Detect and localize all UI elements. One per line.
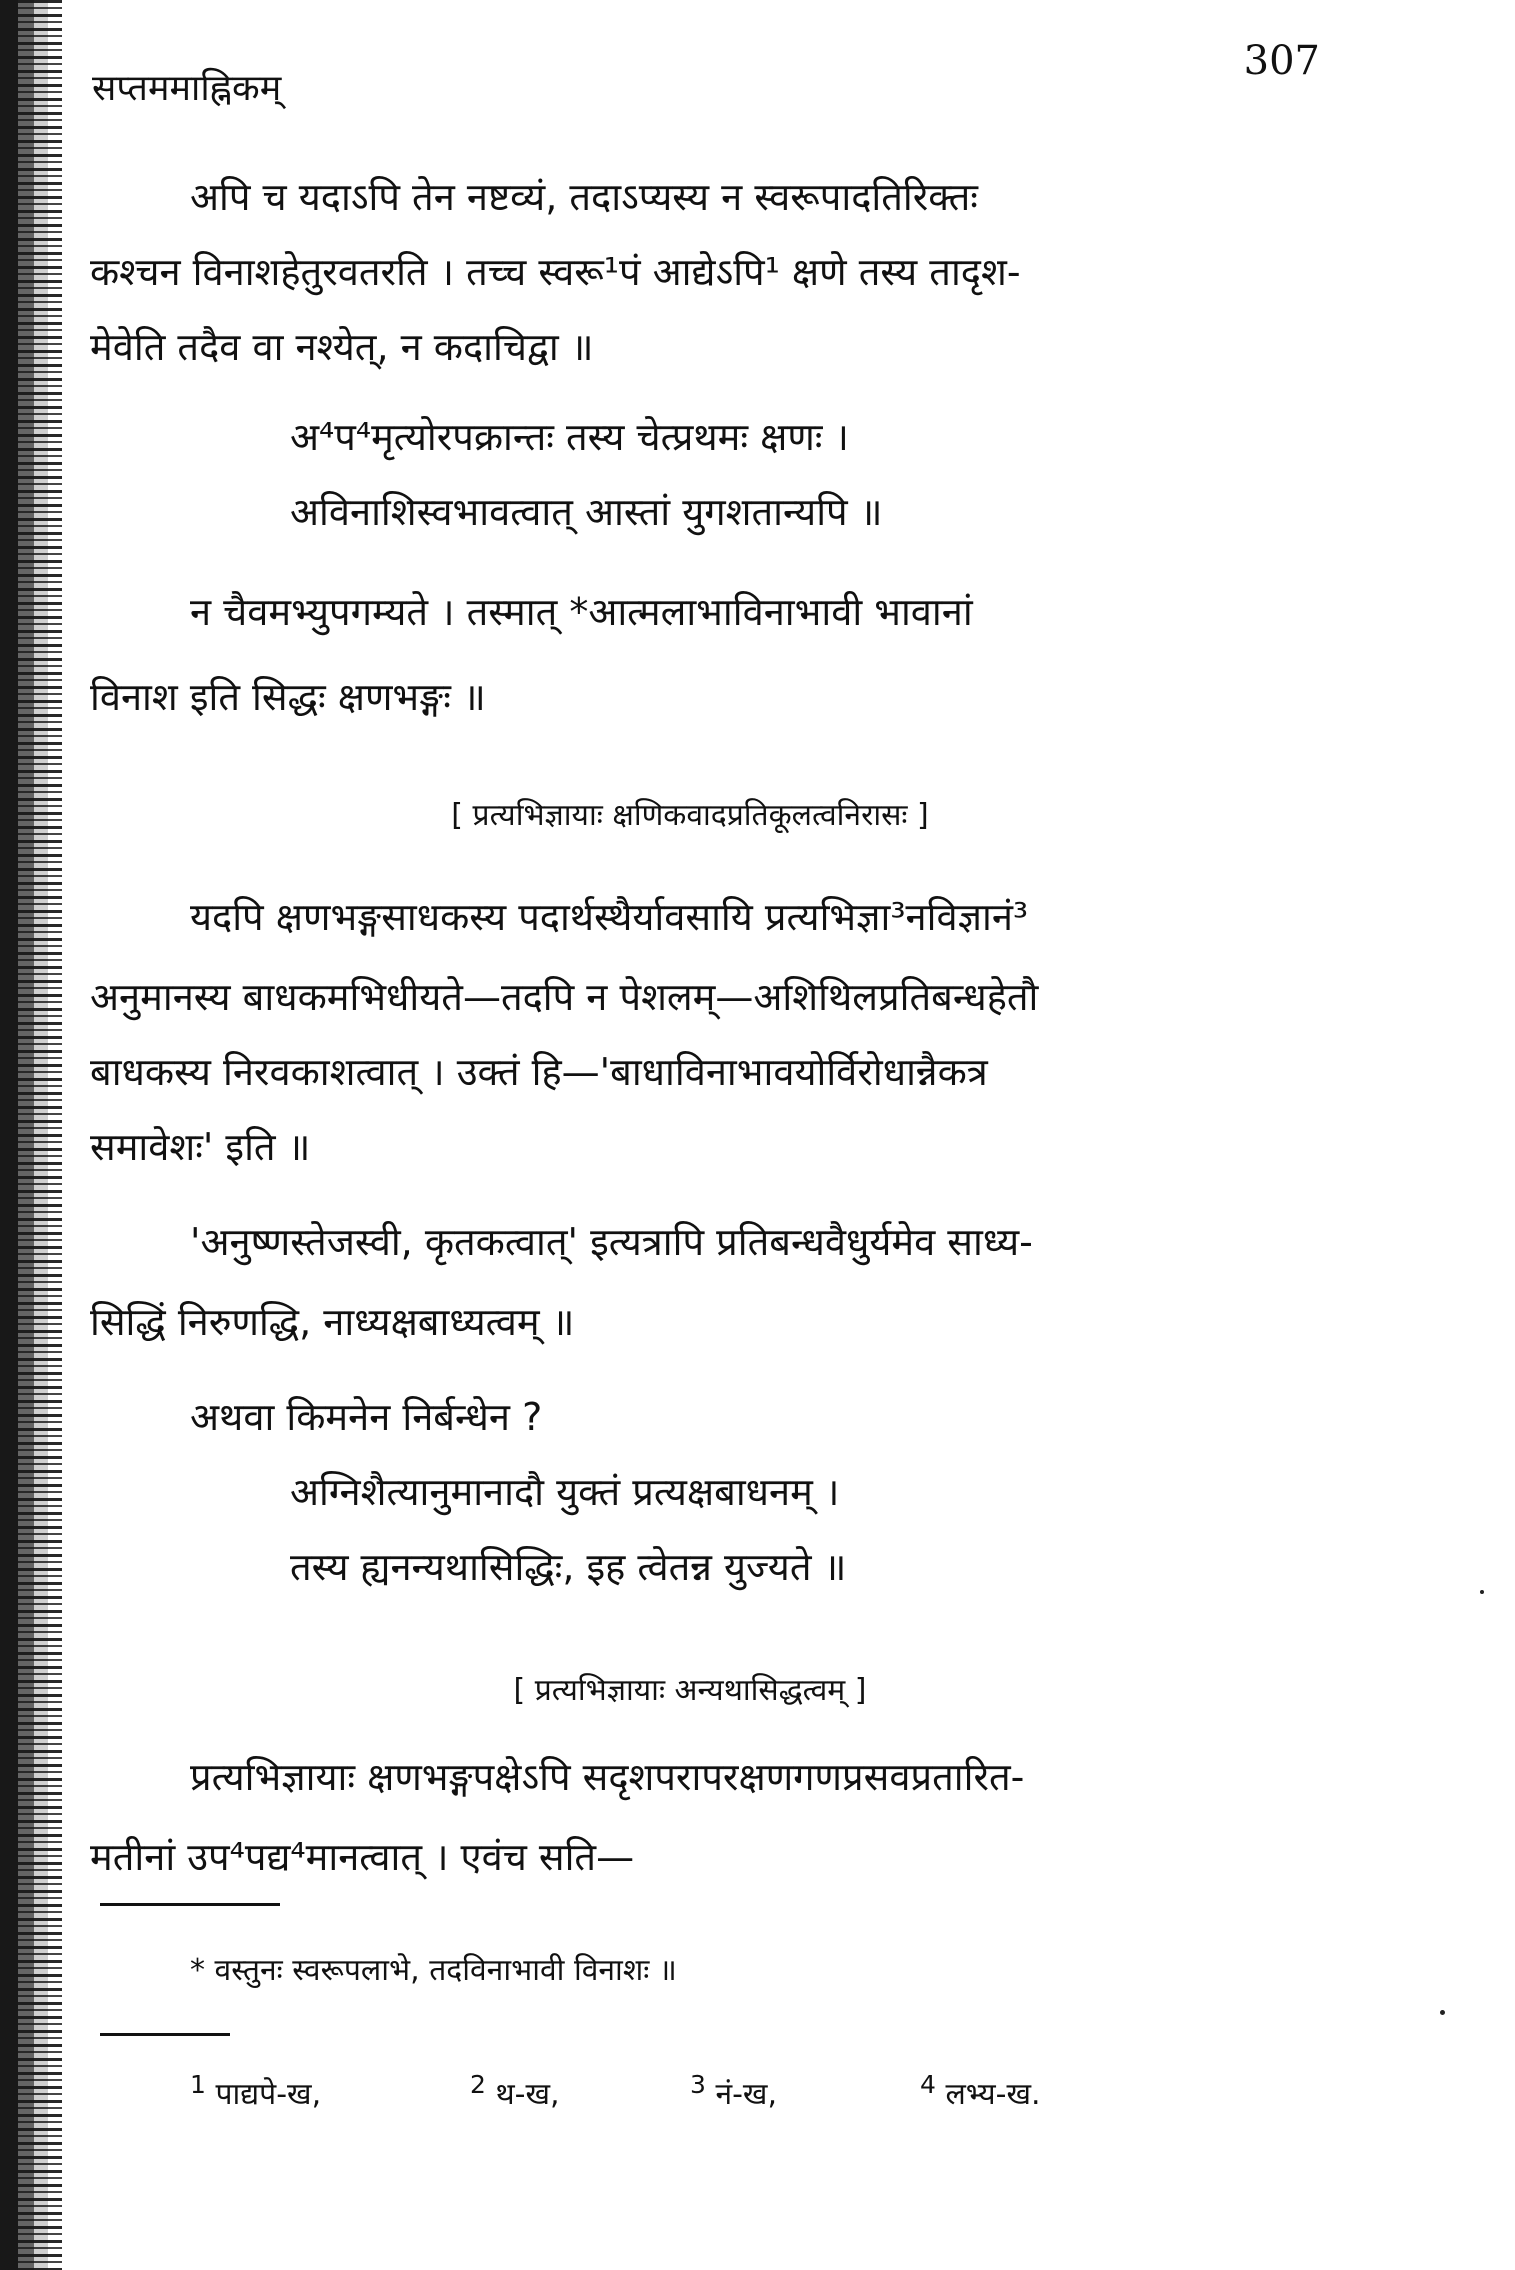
- variant-notes: [190, 2070, 1190, 2113]
- variant-note: $^2$ थ-ख,: [470, 2070, 560, 2112]
- text-line: समावेशः' इति ॥: [90, 1125, 311, 1169]
- text-line: अपि च यदाऽपि तेन नष्टव्यं, तदाऽप्यस्य न स्वरूपादतिरिक्तः: [190, 175, 978, 219]
- section-heading: [ प्रत्यभिज्ञायाः क्षणिकवादप्रतिकूलत्वनिरासः ]: [451, 798, 929, 833]
- text-line: अथवा किमनेन निर्बन्धेन ?: [190, 1395, 543, 1439]
- variant-note: $^1$ पाद्यपे-ख,: [190, 2070, 322, 2112]
- text-line: अनुमानस्य बाधकमभिधीयते—तदपि न पेशलम्—अशिथिलप्रतिबन्धहेतौ: [90, 975, 1039, 1019]
- text-line: मतीनां उप⁴पद्य⁴मानत्वात् । एवंच सति—: [90, 1835, 635, 1879]
- text-line: बाधकस्य निरवकाशत्वात् । उक्तं हि—'बाधाविनाभावयोर्विरोधान्नैकत्र: [90, 1050, 988, 1094]
- section-heading: [ प्रत्यभिज्ञायाः अन्यथासिद्धत्वम् ]: [513, 1673, 867, 1708]
- text-line: प्रत्यभिज्ञायाः क्षणभङ्गपक्षेऽपि सदृशपरापरक्षणगणप्रसवप्रतारित-: [190, 1755, 1025, 1799]
- verse-line: तस्य ह्यनन्यथासिद्धिः, इह त्वेतन्न युज्यते ॥: [290, 1545, 847, 1589]
- text-line: मेवेति तदैव वा नश्येत्, न कदाचिद्वा ॥: [90, 325, 594, 369]
- scan-speck: [1480, 1590, 1484, 1594]
- footnote-rule: [100, 1903, 280, 1906]
- book-page: [90, 0, 1320, 2270]
- variant-notes-rule: [100, 2033, 230, 2036]
- verse-line: अ⁴प⁴मृत्योरपक्रान्तः तस्य चेत्प्रथमः क्षणः ।: [290, 415, 849, 459]
- scanned-book-spine: [0, 0, 62, 2270]
- page-number: 307: [1243, 38, 1320, 84]
- footnote: * वस्तुनः स्वरूपलाभे, तदविनाभावी विनाशः ॥: [190, 1953, 677, 1988]
- text-line: यदपि क्षणभङ्गसाधकस्य पदार्थस्थैर्यावसायि प्रत्यभिज्ञा³नविज्ञानं³: [190, 895, 1029, 939]
- text-line: न चैवमभ्युपगम्यते । तस्मात् *आत्मलाभाविनाभावी भावानां: [190, 590, 973, 634]
- text-line: 'अनुष्णस्तेजस्वी, कृतकत्वात्' इत्यत्रापि प्रतिबन्धवैधुर्यमेव साध्य-: [190, 1220, 1033, 1264]
- scan-speck: [1440, 2010, 1445, 2015]
- verse-line: अग्निशैत्यानुमानादौ युक्तं प्रत्यक्षबाधनम् ।: [290, 1470, 840, 1514]
- text-line: कश्चन विनाशहेतुरवतरति । तच्च स्वरू¹पं आद्येऽपि¹ क्षणे तस्य तादृश-: [90, 250, 1021, 294]
- running-head: सप्तममाह्निकम्: [92, 68, 282, 109]
- text-line: विनाश इति सिद्धः क्षणभङ्गः ॥: [90, 675, 486, 719]
- variant-note: $^3$ नं-ख,: [690, 2070, 778, 2112]
- text-line: सिद्धिं निरुणद्धि, नाध्यक्षबाध्यत्वम् ॥: [90, 1300, 575, 1344]
- verse-line: अविनाशिस्वभावत्वात् आस्तां युगशतान्यपि ॥: [290, 490, 883, 534]
- variant-note: $^4$ लभ्य-ख.: [920, 2070, 1041, 2112]
